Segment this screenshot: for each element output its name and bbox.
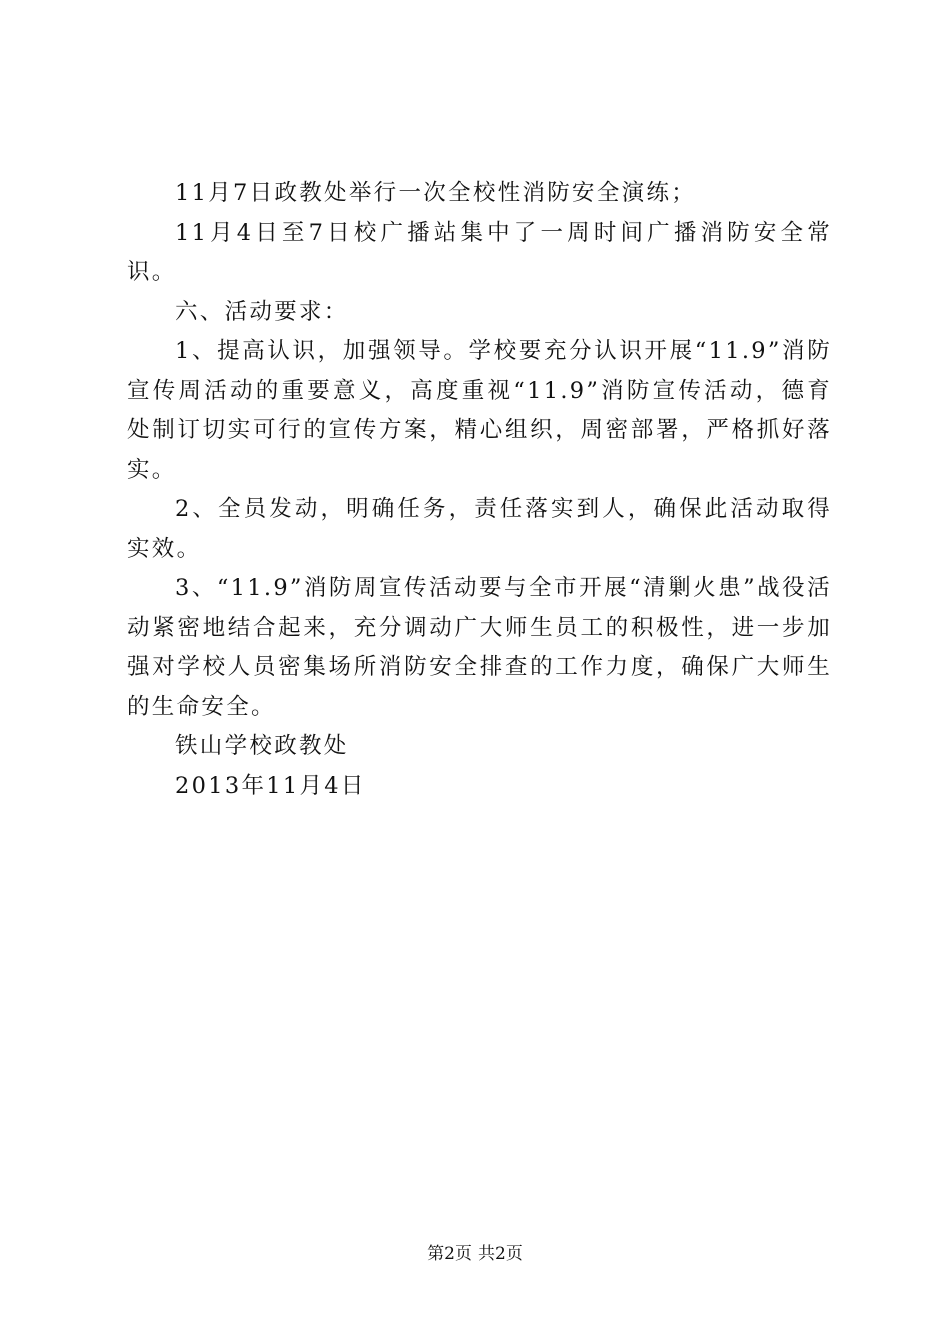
paragraph-broadcast: 11月4日至7日校广播站集中了一周时间广播消防安全常识。	[127, 219, 832, 285]
signature-date: 2013年11月4日	[175, 772, 366, 799]
signature-organization: 铁山学校政教处	[175, 733, 349, 759]
page-number-total: 共2页	[478, 1244, 523, 1264]
paragraph-requirement-2: 2、全员发动，明确任务，责任落实到人，确保此活动取得实效。	[127, 496, 832, 562]
page-number-current: 第2页	[427, 1244, 472, 1264]
section-heading-requirements: 六、活动要求：	[175, 298, 349, 325]
paragraph-requirement-3: 3、“11.9”消防周宣传活动要与全市开展“清剿火患”战役活动紧密地结合起来，充分调动广大师生员工的积极性，进一步加强对学校人员密集场所消防安全排查的工作力度，确保广大师生的生命安全。	[127, 575, 832, 720]
paragraph-drill: 11月7日政教处举行一次全校性消防安全演练；	[175, 180, 697, 206]
document-body	[127, 174, 832, 806]
paragraph-requirement-1: 1、提高认识，加强领导。学校要充分认识开展“11.9”消防宣传周活动的重要意义，高度重视“11.9”消防宣传活动，德育处制订切实可行的宣传方案，精心组织，周密部署，严格抓好落实。	[127, 338, 832, 483]
page-footer	[0, 1242, 950, 1266]
